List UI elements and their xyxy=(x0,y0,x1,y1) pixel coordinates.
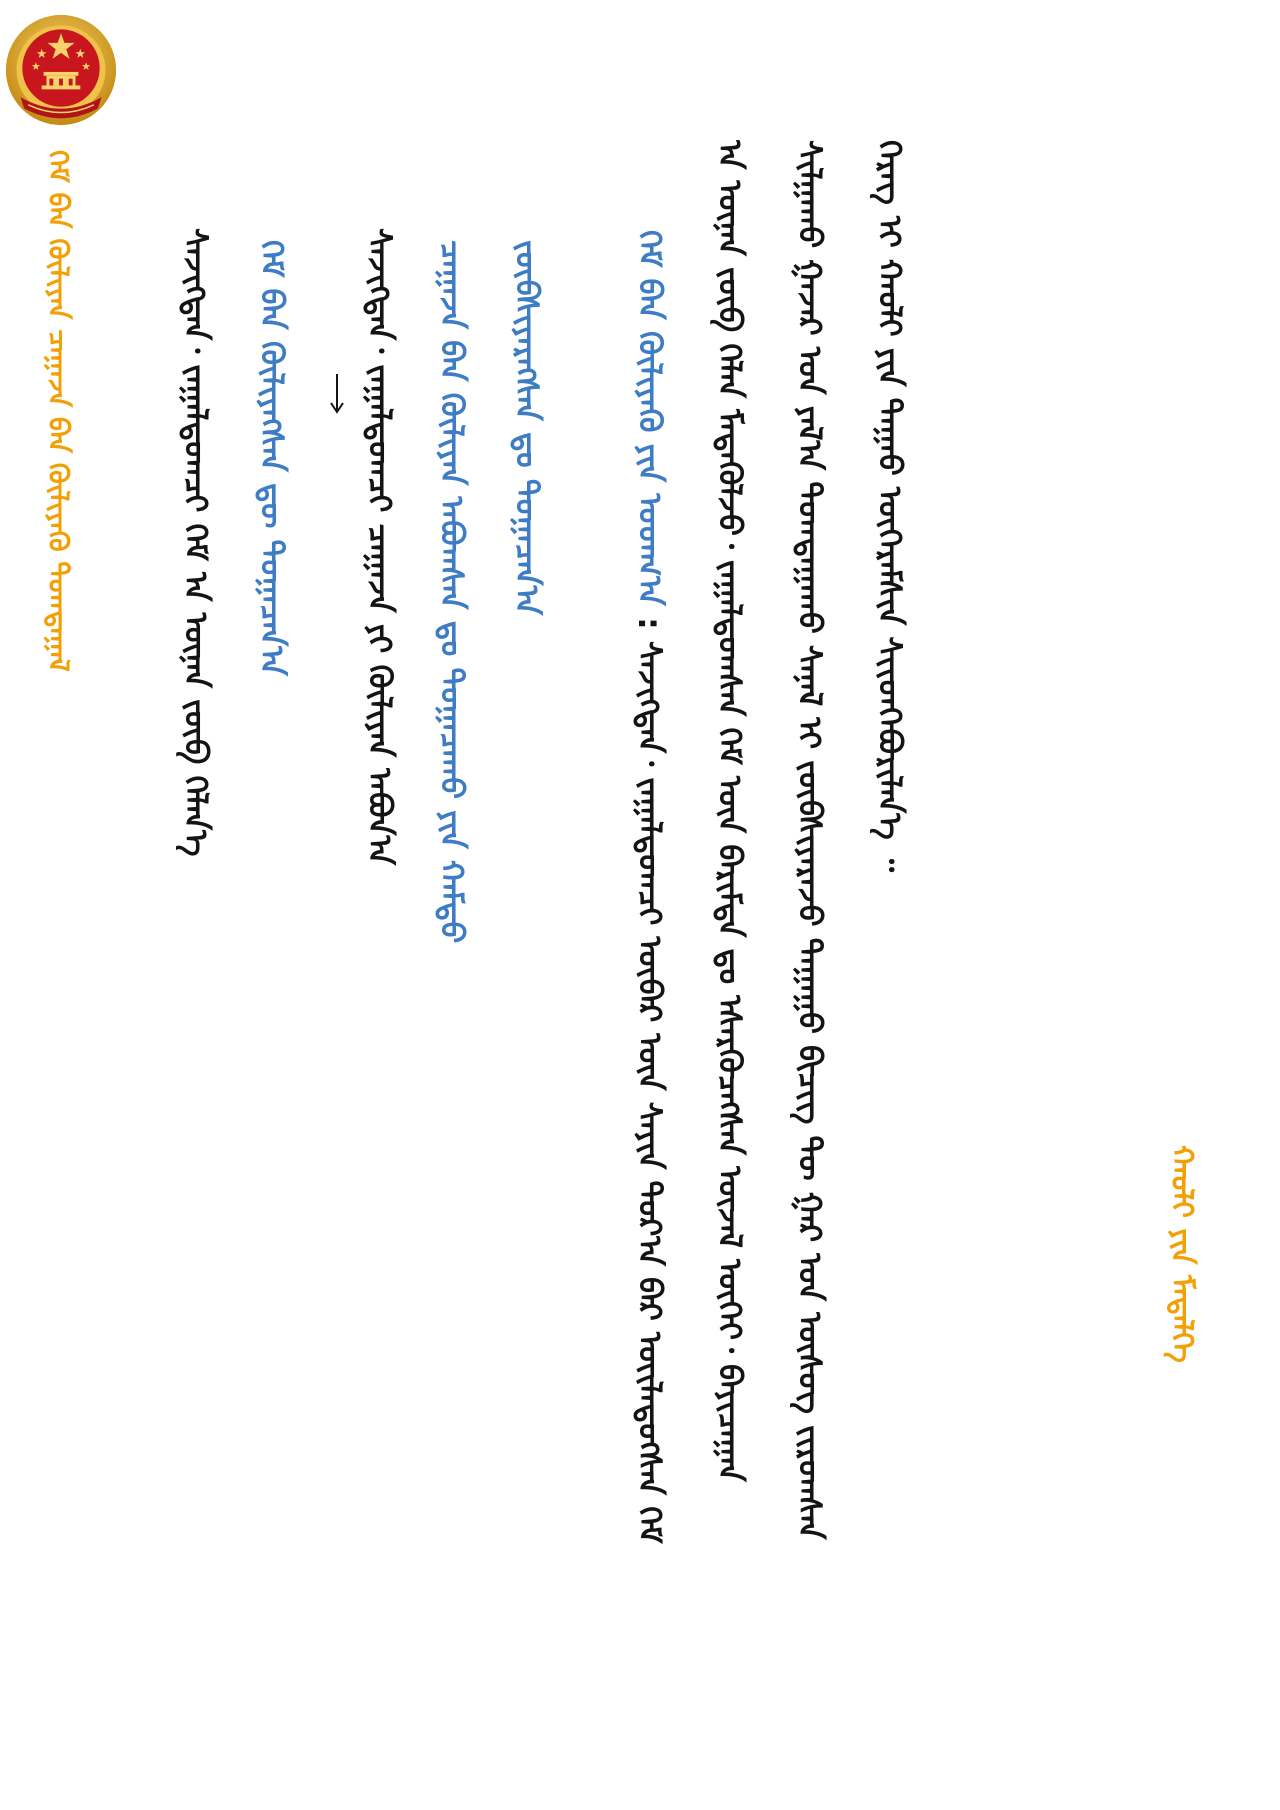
step1-highlight: ᠭᠡᠮ ᠪᠡᠨ ᠬᠦᠯᠢᠶᠡᠭᠰᠡᠨ ᠳᠦ ᠲᠣᠭᠠᠴᠠᠨ᠎ᠠ xyxy=(253,240,291,676)
step2-highlight: ᠴᠠᠭᠠᠵᠠ ᠪᠡᠨ ᠬᠦᠯᠢᠶᠡᠨ ᠠᠪᠤᠭᠰᠠᠨ ᠳᠤ ᠲᠣᠭᠠᠴᠠᠬᠤ ᠶᠢᠨ ᠬᠠᠮᠲᠤ ᠵᠥᠪᠰᠢᠶᠡᠷᠡᠭᠰᠡᠨ ᠳᠤ ᠲᠣᠭᠠᠴᠠᠨ᠎ᠠ xyxy=(433,240,546,944)
page-header-title: ᠭᠡᠮ ᠪᠡᠨ ᠬᠦᠯᠢᠶᠡᠨ ᠴᠠᠭᠠᠵᠠ ᠪᠡᠨ ᠬᠦᠯᠢᠶᠡᠬᠦ ᠲᠣᠭᠳᠠᠭᠠᠯ xyxy=(42,150,75,672)
term-colon: : xyxy=(631,605,669,641)
procuratorate-emblem-icon xyxy=(3,12,119,128)
step1-text: ᠰᠡᠵᠢᠭᠲᠡᠨ᠂ ᠵᠠᠭᠠᠯᠳᠤᠭᠴᠢ ᠭᠡᠮ ᠡᠨ ᠦᠨᠡᠨ ᠵᠥᠪ ᠬᠡᠯᠡᠨ᠎ᠡ xyxy=(177,228,215,857)
definition-text: ᠰᠡᠵᠢᠭᠲᠡᠨ᠂ ᠵᠠᠭᠠᠯᠳᠤᠭᠴᠢ ᠦᠪᠡᠷ ᠦᠨ ᠰᠠᠶᠢᠨ ᠳᠤᠷ᠎ᠠ ᠪᠠᠷ ᠦᠢᠯᠡᠳᠦᠭᠰᠡᠨ ᠭᠡᠮ ᠡᠨ ᠦᠨᠡᠨ ᠵᠥᠪ ᠬᠡᠯᠡᠨ ᠮᠡᠳᠡᠭᠦᠯᠵᠦ᠂ ᠵᠠᠭᠠᠯᠳᠤᠭᠰᠠᠨ ᠭᠡᠮ ᠦᠨ ᠪᠠᠷᠢᠮᠲᠠ ᠳᠤ ᠡᠰᠡᠷᠭᠦᠴᠡᠭᠰᠡᠨ ᠦᠵᠡᠯ ᠦᠭᠡᠢ᠂ ᠪᠠᠶᠢᠴᠠᠭᠠᠨ ᠰᠢᠯᠭᠠᠬᠤ ᠭᠠᠵᠠᠷ ᠤᠨ ᠶᠠᠯ᠎ᠠ ᠲᠣᠭᠲᠠᠭᠠᠬᠤ ᠰᠠᠨᠠᠯ ᠢ ᠵᠥᠪᠰᠢᠶᠡᠷᠡᠵᠦ ᠳᠠᠭᠠᠭᠤ ᠪᠢᠴᠢᠭ ᠲᠦ ᠭᠠᠷ ᠤᠨ ᠦᠰᠦᠭ ᠵᠢᠷᠤᠭᠰᠠᠨ ᠬᠡᠷᠡᠭ ᠢ ᠬᠠᠤᠯᠢ ᠶᠢᠨ ᠳᠠᠭᠠᠤ ᠥᠭᠡᠷᠡᠮᠰᠢᠨ ᠰᠢᠢᠳᠬᠡᠪᠦᠷᠢᠯᠡᠨ᠎ᠡ ᠃ xyxy=(631,140,909,1544)
definition-paragraph xyxy=(610,140,1090,1570)
defined-term: ᠭᠡᠮ ᠪᠡᠨ ᠬᠦᠯᠢᠶᠡᠬᠦ ᠶᠢᠨ ᠤᠳᠬ᠎ᠠ xyxy=(631,230,669,606)
step2-text: ᠰᠡᠵᠢᠭᠲᠡᠨ᠂ ᠵᠠᠭᠠᠯᠳᠤᠭᠴᠢ ᠴᠠᠭᠠᠵᠠ ᠶᠢ ᠬᠦᠯᠢᠶᠡᠨ ᠠᠪᠤᠨ᠎ᠠ xyxy=(361,228,399,866)
page-footer-label: ᠬᠠᠤᠯᠢ ᠶᠢᠨ ᠮᠡᠳᠡᠯᠭᠡ xyxy=(1164,1145,1199,1363)
arrow-down-icon xyxy=(322,372,352,416)
